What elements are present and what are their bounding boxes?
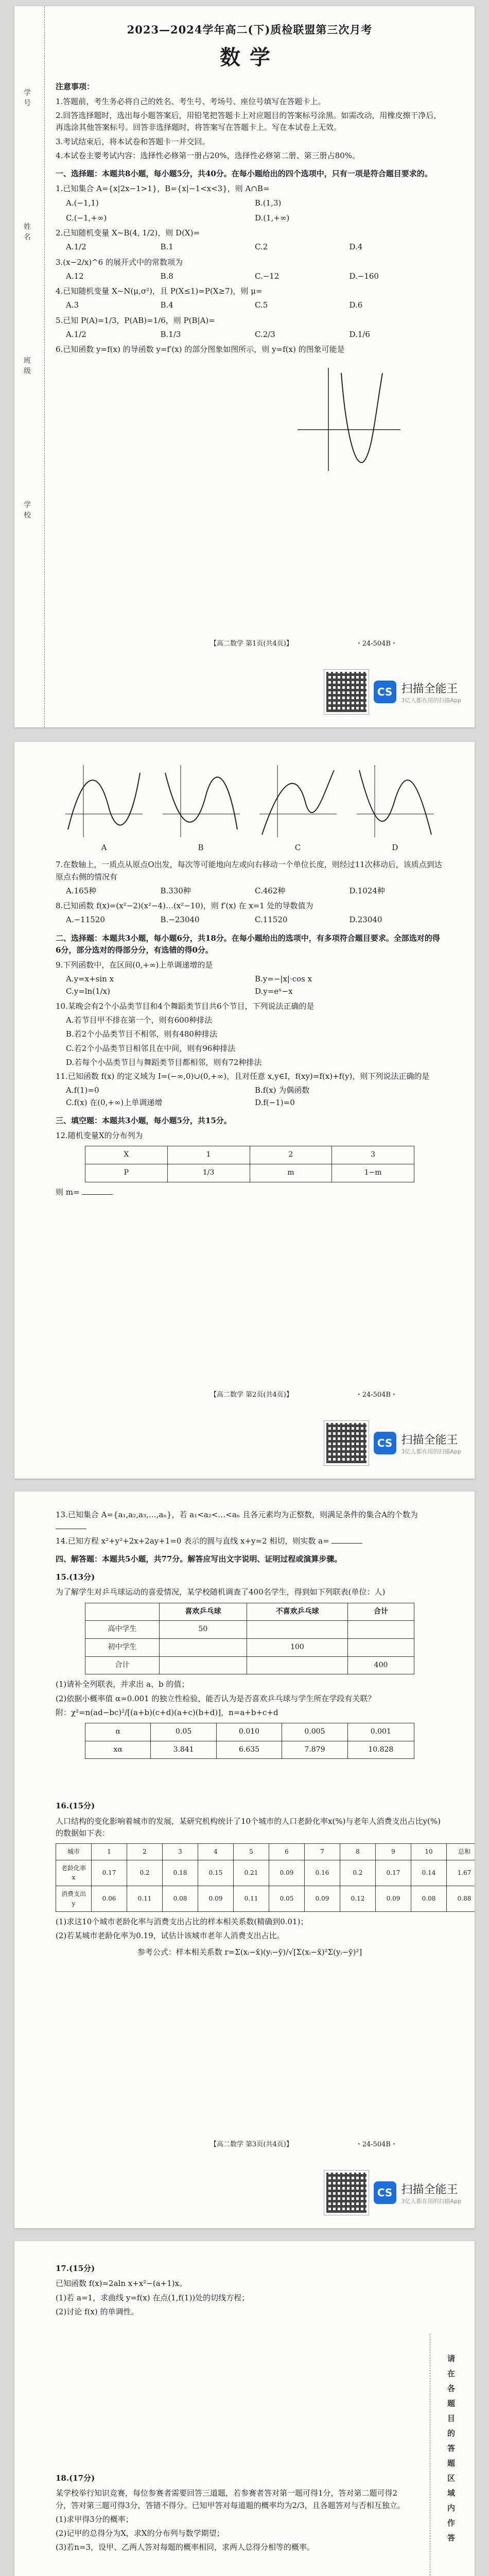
table-cell: 0.09 bbox=[269, 1860, 305, 1886]
question-options bbox=[66, 1084, 444, 1109]
table-cell: 0.14 bbox=[411, 1860, 447, 1886]
answer-blank bbox=[331, 1543, 362, 1544]
question-stem: 10.某晚会有2个小品类节目和4个舞蹈类节目共6个节目，下列说法正确的是 bbox=[56, 1001, 315, 1011]
option: C.5 bbox=[255, 300, 268, 310]
option: B.4 bbox=[160, 300, 173, 310]
question-part: (1)若 a=1，求曲线 y=f(x) 在点(1,f(1))处的切线方程； bbox=[56, 2293, 250, 2302]
option: D.y=eˣ−x bbox=[255, 986, 293, 996]
table-cell: 0.17 bbox=[92, 1860, 127, 1886]
option: B.f(x) 为偶函数 bbox=[255, 1086, 310, 1095]
section-heading: 二、选择题：本题共3小题，每小题6分，共18分。在每小题给出的选项中，有多项符合题目要求。全部选对的得6分，部分选对的得部分分，有选错的得0分。 bbox=[56, 933, 440, 955]
option: A.1/2 bbox=[66, 329, 86, 339]
question-part: (2)记甲的总得分为X，求X的分布列与数学期望； bbox=[56, 2529, 224, 2538]
table-cell: 0.2 bbox=[340, 1860, 376, 1886]
table-cell: 城市 bbox=[56, 1844, 92, 1860]
formula-note: 附：χ²=n(ad−bc)²/[(a+b)(c+d)(a+c)(b+d)]，n=a+b+c+d bbox=[56, 1707, 278, 1717]
option: D.若每个小品类节目与舞蹈类节目都相邻，则有72种排法 bbox=[66, 1057, 262, 1067]
table-cell: 50 bbox=[159, 1621, 247, 1639]
table-cell: 0.05 bbox=[151, 1723, 216, 1741]
option: C.y=ln(1/x) bbox=[66, 986, 110, 996]
question-tail: 则 m= bbox=[56, 1187, 80, 1197]
option: A.1/2 bbox=[66, 242, 86, 252]
option: C.2/3 bbox=[255, 329, 275, 339]
watermark-sub: 3亿人都在用的扫描App bbox=[401, 697, 461, 704]
question-part: (1)请补全列联表，并求出 a、b 的值； bbox=[56, 1680, 189, 1689]
table-cell: 0.09 bbox=[376, 1886, 411, 1911]
table-cell: 0.21 bbox=[234, 1860, 269, 1886]
option: D.6 bbox=[349, 300, 363, 310]
side-label-name: 姓名 bbox=[23, 223, 31, 243]
option: D.4 bbox=[349, 242, 363, 252]
notice-item: 4.本试卷主要考试内容：选择性必修第一册占20%，选择性必修第二册、第三册占80%。 bbox=[56, 150, 360, 160]
table-cell: 1/3 bbox=[167, 1164, 250, 1182]
scanner-watermark bbox=[324, 1421, 462, 1465]
footer-code: ・24-504B・ bbox=[355, 2141, 397, 2148]
table-header: 不喜欢乒乓球 bbox=[247, 1603, 347, 1621]
table-cell bbox=[348, 1621, 414, 1639]
table-cell: 1−m bbox=[332, 1164, 414, 1182]
table-row bbox=[85, 1638, 414, 1656]
question-part: (3)若n=3，设甲、乙两人答对每题的概率相同，求两人总得分相等的概率。 bbox=[56, 2543, 315, 2552]
question-stem: 4.已知随机变量 X~N(μ,σ²)，且 P(X≤1)=P(X≥7)，则 μ= bbox=[56, 286, 263, 296]
table-cell: 400 bbox=[348, 1656, 414, 1674]
question-options bbox=[66, 1014, 444, 1069]
question-part: (1)求这10个城市老龄化率与消费支出占比的样本相关系数(精确到0.01)； bbox=[56, 1917, 308, 1927]
page-footer bbox=[14, 1385, 475, 1402]
table-cell bbox=[159, 1638, 247, 1656]
question-options bbox=[66, 241, 444, 253]
table-cell: 2 bbox=[250, 1146, 332, 1164]
table-cell: 7 bbox=[305, 1844, 340, 1860]
table-cell: 0.010 bbox=[216, 1723, 282, 1741]
table-cell: 0.06 bbox=[92, 1886, 127, 1911]
table-cell: X bbox=[85, 1146, 168, 1164]
distribution-table bbox=[85, 1146, 414, 1182]
table-cell: 0.2 bbox=[127, 1860, 163, 1886]
notice-item: 3.考试结束后，将本试卷和答题卡一并交回。 bbox=[56, 137, 210, 146]
table-cell: 10 bbox=[411, 1844, 447, 1860]
city-data-table bbox=[56, 1843, 475, 1912]
question-stem: 某学校举行知识竞赛，每位参赛者需要回答三道题，若参赛者答对第一题可得1分，答对第二题可得2分，答对第三题可得3分，答错不得分。已知甲答对每道题的概率均为2/3，且各题答对与否相互独立。 bbox=[56, 2488, 405, 2510]
graph-b bbox=[160, 762, 242, 840]
graph-a bbox=[63, 762, 145, 840]
table-cell: 0.17 bbox=[376, 1860, 411, 1886]
option: C.f(x) 在(0,+∞)上单调递增 bbox=[66, 1097, 163, 1107]
table-cell: 3.841 bbox=[151, 1741, 216, 1759]
table-cell: 总和 bbox=[447, 1844, 475, 1860]
table-cell: 0.16 bbox=[305, 1860, 340, 1886]
watermark-sub: 3亿人都在用的扫描App bbox=[401, 2197, 461, 2205]
question-stem: 人口结构的变化影响着城市的发展，某研究机构统计了10个城市的人口老龄化率x(%)与老年人消费支出占比y(%)的数据如下表： bbox=[56, 1816, 441, 1838]
table-cell: 1.67 bbox=[447, 1860, 475, 1886]
table-cell bbox=[348, 1638, 414, 1656]
option: C.(−1,+∞) bbox=[66, 213, 107, 223]
table-cell: 2 bbox=[127, 1844, 163, 1860]
camscanner-logo-icon: CS bbox=[374, 1432, 396, 1454]
question-part: (1)求甲得3分的概率； bbox=[56, 2514, 133, 2524]
table-cell: 3 bbox=[332, 1146, 414, 1164]
side-label-class: 班级 bbox=[23, 357, 31, 377]
option: C.若2个小品类节目相邻且在中间，则有96种排法 bbox=[66, 1043, 236, 1053]
table-cell: 100 bbox=[247, 1638, 347, 1656]
table-cell: 1 bbox=[167, 1146, 250, 1164]
table-cell: 3 bbox=[163, 1844, 198, 1860]
question-stem: 12.随机变量X的分布列为 bbox=[56, 1131, 143, 1140]
table-cell: 0.15 bbox=[198, 1860, 234, 1886]
question-heading: 18.(17分) bbox=[56, 2473, 95, 2483]
graph-label: C bbox=[294, 843, 301, 852]
notice-item: 1.答题前，考生务必将自己的姓名、考生号、考场号、座位号填写在答题卡上。 bbox=[56, 96, 326, 106]
question-stem: 13.已知集合 A={a₁,a₂,a₃,…,aₙ}，若 a₁<a₂<…<aₙ 且各元素均为正整数，则满足条件的集合A的个数为 bbox=[56, 1510, 418, 1519]
graph-d bbox=[354, 762, 436, 840]
question-part: (2)讨论 f(x) 的单调性。 bbox=[56, 2307, 139, 2316]
question-stem: 8.已知函数 f(x)=(x²−2)(x²−4)…(x²−10)，则 f′(x) 在 x=1 处的导数值为 bbox=[56, 901, 313, 910]
graph-label: A bbox=[101, 843, 107, 852]
binding-margin bbox=[14, 6, 45, 727]
table-cell: 消费支出y bbox=[56, 1886, 92, 1911]
camscanner-logo-icon: CS bbox=[374, 681, 396, 703]
option: B.1 bbox=[160, 242, 173, 252]
footer-page-info: 【高二数学 第1页(共4页)】 bbox=[210, 640, 293, 648]
option: A.y=x+sin x bbox=[66, 974, 114, 984]
option: D.(1,+∞) bbox=[255, 213, 290, 223]
option: D.f(−1)=0 bbox=[255, 1097, 295, 1107]
question-part: (2)若某城市老龄化率为0.19，试估计该城市老年人消费支出占比。 bbox=[56, 1931, 285, 1941]
section-heading: 三、填空题：本题共3小题，每小题5分，共15分。 bbox=[56, 1115, 232, 1125]
table-cell: 0.08 bbox=[163, 1886, 198, 1911]
camscanner-logo-icon: CS bbox=[374, 2181, 396, 2204]
table-cell: m bbox=[250, 1164, 332, 1182]
question-options bbox=[66, 197, 444, 209]
question-stem: 2.已知随机变量 X~B(4, 1/2)，则 D(X)= bbox=[56, 228, 200, 238]
side-label-school: 学校 bbox=[23, 501, 31, 521]
exam-subject: 数学 bbox=[220, 45, 280, 70]
question-stem: 5.已知 P(A)=1/3，P(AB)=1/6，则 P(B|A)= bbox=[56, 315, 215, 325]
footer-page-info: 【高二数学 第2页(共4页)】 bbox=[210, 1391, 293, 1399]
option: A.−11520 bbox=[66, 915, 105, 925]
question-stem: 11.已知函数 f(x) 的定义域为 I=(−∞,0)∪(0,+∞)，且对任意 x,y∈I，f(xy)=f(x)+f(y)，则下列说法正确的是 bbox=[56, 1072, 430, 1081]
table-cell: 0.09 bbox=[198, 1886, 234, 1911]
notice-heading: 注意事项： bbox=[56, 81, 95, 91]
table-row bbox=[85, 1621, 414, 1639]
graph-label: B bbox=[198, 843, 204, 852]
question-heading: 15.(13分) bbox=[56, 1572, 95, 1582]
option: A.12 bbox=[66, 271, 84, 281]
table-cell: 0.11 bbox=[234, 1886, 269, 1911]
answer-blank bbox=[82, 1194, 113, 1195]
question-stem: 7.在数轴上，一质点从原点O出发，每次等可能地向左或向右移动一个单位长度，则经过11次移动后，该质点到达原点右侧的情况有 bbox=[56, 860, 442, 882]
question-part: (2)依据小概率值 α=0.001 的独立性检验，能否认为是否喜欢乒乓球与学生所在学段有关联？ bbox=[56, 1693, 376, 1703]
option: A.165种 bbox=[66, 886, 97, 895]
table-cell: 0.11 bbox=[127, 1886, 163, 1911]
critical-value-table bbox=[85, 1723, 414, 1759]
question-options bbox=[66, 299, 444, 311]
qr-code-icon bbox=[324, 670, 369, 714]
option: A.(−1,1) bbox=[66, 198, 99, 208]
table-cell bbox=[247, 1621, 347, 1639]
table-cell: 0.18 bbox=[163, 1860, 198, 1886]
page-footer bbox=[14, 634, 475, 651]
formula-note: 参考公式：样本相关系数 r=Σ(xᵢ−x̄)(yᵢ−ȳ)/√[Σ(xᵢ−x̄)²Σ(yᵢ−ȳ)²] bbox=[137, 1947, 362, 1957]
table-cell: 6 bbox=[269, 1844, 305, 1860]
table-cell: 高中学生 bbox=[85, 1621, 160, 1639]
question-heading: 16.(15分) bbox=[56, 1801, 95, 1811]
option: C.2 bbox=[255, 242, 268, 252]
table-cell: 0.12 bbox=[340, 1886, 376, 1911]
question-stem: 9.下列函数中，在区间(0,+∞)上单调递增的是 bbox=[56, 960, 213, 970]
table-cell: 1 bbox=[92, 1844, 127, 1860]
option: B.若2个小品类节目不相邻，则有480种排法 bbox=[66, 1029, 217, 1039]
table-cell: 9 bbox=[376, 1844, 411, 1860]
answer-area-margin bbox=[430, 2334, 475, 2576]
footer-code: ・24-504B・ bbox=[355, 1391, 397, 1399]
question-stem: 3.(x−2/x)^6 的展开式中的常数项为 bbox=[56, 257, 183, 267]
scanner-watermark bbox=[324, 670, 462, 714]
question-stem: 14.已知方程 x²+y²+2x+2ay+1=0 表示的圆与直线 x+y=2 相切，则实数 a= bbox=[56, 1536, 329, 1546]
table-cell: 0.09 bbox=[305, 1886, 340, 1911]
option: B.(1,3) bbox=[255, 198, 282, 208]
table-cell: 4 bbox=[198, 1844, 234, 1860]
exam-page-4 bbox=[14, 2241, 475, 2576]
question-stem: 为了解学生对乒乓球运动的喜爱情况，某学校随机调查了400名学生，得到如下列联表(单位：人) bbox=[56, 1587, 386, 1597]
option: B.8 bbox=[160, 271, 173, 281]
question-stem: 6.已知函数 y=f(x) 的导函数 y=f′(x) 的部分图象如图所示，则 y=f(x) 的图象可能是 bbox=[56, 345, 345, 354]
question-options bbox=[66, 329, 444, 341]
table-cell: 0.08 bbox=[411, 1886, 447, 1911]
option: A.3 bbox=[66, 300, 79, 310]
table-cell: xα bbox=[85, 1741, 151, 1759]
table-cell: 合计 bbox=[85, 1656, 160, 1674]
option: A.若节目甲不排在第一个，则有600种排法 bbox=[66, 1015, 213, 1025]
exam-page-3 bbox=[14, 1492, 475, 2228]
table-cell: 0.001 bbox=[347, 1723, 414, 1741]
table-cell: 老龄化率x bbox=[56, 1860, 92, 1886]
option: B.330种 bbox=[160, 886, 191, 895]
section-heading: 一、选择题：本题共8小题，每小题5分，共40分。在每小题给出的四个选项中，只有一项是符合题目要求的。 bbox=[56, 169, 432, 179]
option: D.23040 bbox=[349, 915, 382, 925]
table-cell: α bbox=[85, 1723, 151, 1741]
option: A.f(1)=0 bbox=[66, 1086, 99, 1095]
question-options bbox=[66, 914, 444, 926]
option: C.11520 bbox=[255, 915, 288, 925]
option: D.1024种 bbox=[349, 886, 385, 895]
table-header bbox=[85, 1603, 160, 1621]
table-cell bbox=[159, 1656, 247, 1674]
option: D.1/6 bbox=[349, 329, 370, 339]
option: B.1/3 bbox=[160, 329, 181, 339]
table-row bbox=[85, 1656, 414, 1674]
derivative-graph-figure bbox=[292, 363, 406, 476]
watermark-name: 扫描全能王 bbox=[401, 2183, 458, 2196]
option: B.y=−|x|·cos x bbox=[255, 974, 312, 984]
question-options bbox=[66, 212, 444, 224]
table-cell: P bbox=[85, 1164, 168, 1182]
watermark-name: 扫描全能王 bbox=[401, 682, 458, 696]
exam-page-2 bbox=[14, 742, 475, 1479]
contingency-table bbox=[85, 1603, 414, 1675]
option: C.−12 bbox=[255, 271, 280, 281]
table-cell: 0.88 bbox=[447, 1886, 475, 1911]
watermark-name: 扫描全能王 bbox=[401, 1433, 458, 1447]
option: C.462种 bbox=[255, 886, 286, 895]
table-cell: 初中学生 bbox=[85, 1638, 160, 1656]
qr-code-icon bbox=[324, 2171, 369, 2215]
table-cell: 7.879 bbox=[282, 1741, 347, 1759]
table-header: 合计 bbox=[348, 1603, 414, 1621]
table-cell: 0.005 bbox=[282, 1723, 347, 1741]
table-cell bbox=[247, 1656, 347, 1674]
answer-graphs bbox=[56, 762, 444, 840]
question-options bbox=[66, 973, 444, 997]
footer-code: ・24-504B・ bbox=[355, 640, 397, 648]
table-cell: 10.828 bbox=[347, 1741, 414, 1759]
watermark-sub: 3亿人都在用的扫描App bbox=[401, 1448, 461, 1455]
option: B.−23040 bbox=[160, 915, 200, 925]
answer-area-label: 请在各题目的答题区域内作答 bbox=[446, 2354, 456, 2549]
page-footer bbox=[14, 2134, 475, 2152]
graph-label: D bbox=[392, 843, 398, 852]
notice-item: 2.回答选择题时，选出每小题答案后，用铅笔把答题卡上对应题目的答案标号涂黑。如需改动，用橡皮擦干净后，再选涂其他答案标号。回答非选择题时，将答案写在答题卡上。写在本试卷上无效。 bbox=[56, 111, 442, 132]
question-stem: 已知函数 f(x)=2aln x+x²−(a+1)x。 bbox=[56, 2279, 187, 2289]
footer-page-info: 【高二数学 第3页(共4页)】 bbox=[210, 2141, 293, 2148]
question-stem: 1.已知集合 A={x|2x−1>1}，B={x|−1<x<3}，则 A∩B= bbox=[56, 184, 270, 194]
graph-c bbox=[257, 762, 339, 840]
question-heading: 17.(15分) bbox=[56, 2264, 95, 2273]
option: D.−160 bbox=[349, 271, 379, 281]
table-cell: 6.635 bbox=[216, 1741, 282, 1759]
question-options bbox=[66, 885, 444, 897]
side-label-id: 学号 bbox=[23, 89, 31, 109]
qr-code-icon bbox=[324, 1421, 369, 1465]
table-header: 喜欢乒乓球 bbox=[159, 1603, 247, 1621]
graph-labels bbox=[56, 842, 444, 854]
table-cell: 0.05 bbox=[269, 1886, 305, 1911]
section-heading: 四、解答题：本题共5小题，共77分。解答应写出文字说明、证明过程或演算步骤。 bbox=[56, 1554, 342, 1564]
exam-title: 2023—2024学年高二(下)质检联盟第三次月考 bbox=[127, 23, 373, 36]
table-cell: 8 bbox=[340, 1844, 376, 1860]
table-cell: 5 bbox=[234, 1844, 269, 1860]
scanner-watermark bbox=[324, 2171, 462, 2215]
exam-page-1 bbox=[14, 6, 475, 727]
question-options bbox=[66, 270, 444, 282]
